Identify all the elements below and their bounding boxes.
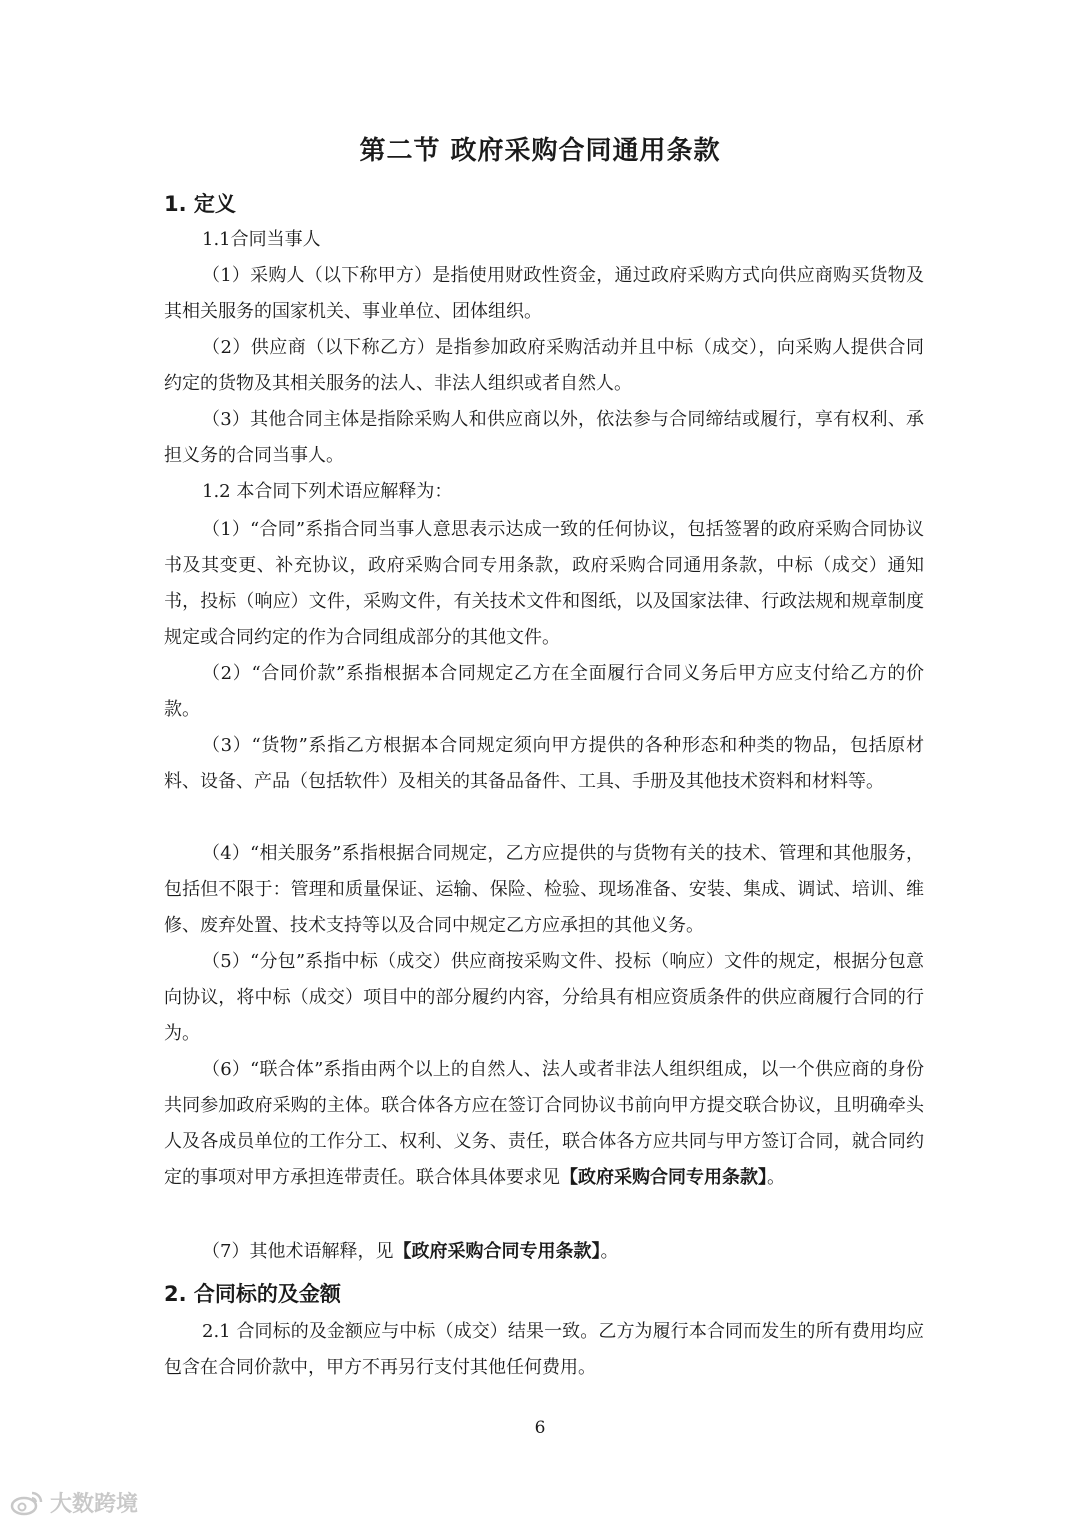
paragraph-term-other [164,1234,924,1270]
section-2-heading: 2. 合同标的及金额 [164,1282,341,1306]
watermark [10,1487,138,1518]
other-terms-end: 。 [600,1241,619,1262]
consortium-text: （6）“联合体”系指由两个以上的自然人、法人或者非法人组织组成，以一个供应商的身份共同参加政府采购的主体。联合体各方应在签订合同协议书前向甲方提交联合协议，且明确牵头人及各成员单位的工作分工、权利、义务、责任，联合体各方应共同与甲方签订合同，就合同约定的事项对甲方承担连带责任。联合体具体要求见 [164,1059,924,1188]
paragraph-supplier: （2）供应商（以下称乙方）是指参加政府采购活动并且中标（成交），向采购人提供合同约定的货物及其相关服务的法人、非法人组织或者自然人。 [164,337,924,394]
paragraph-other-parties: （3）其他合同主体是指除采购人和供应商以外，依法参与合同缔结或履行，享有权利、承担义务的合同当事人。 [164,409,924,466]
paragraph-term-subcontract: （5）“分包”系指中标（成交）供应商按采购文件、投标（响应）文件的规定，根据分包意向协议，将中标（成交）项目中的部分履约内容，分给具有相应资质条件的供应商履行合同的行为。 [164,951,924,1044]
paragraph-purchaser: （1）采购人（以下称甲方）是指使用财政性资金，通过政府采购方式向供应商购买货物及其相关服务的国家机关、事业单位、团体组织。 [164,265,924,322]
paragraph-term-consortium [164,1052,924,1196]
weibo-logo-icon [10,1490,44,1516]
page-number: 6 [534,1418,546,1438]
paragraph-term-price: （2）“合同价款”系指根据本合同规定乙方在全面履行合同义务后甲方应支付给乙方的价款。 [164,663,924,720]
subsection-1-1: 1.1合同当事人 [202,229,321,250]
section-1-heading: 1. 定义 [164,192,236,216]
page-title: 第二节 政府采购合同通用条款 [359,136,721,166]
consortium-end: 。 [767,1167,785,1188]
paragraph-term-contract: （1）“合同”系指合同当事人意思表示达成一致的任何协议，包括签署的政府采购合同协议书及其变更、补充协议，政府采购合同专用条款，政府采购合同通用条款，中标（成交）通知书，投标（响应）文件，采购文件，有关技术文件和图纸，以及国家法律、行政法规和规章制度规定或合同约定的作为合同组成部分的其他文件。 [164,519,924,648]
paragraph-term-services: （4）“相关服务”系指根据合同规定，乙方应提供的与货物有关的技术、管理和其他服务，包括但不限于：管理和质量保证、运输、保险、检验、现场准备、安装、集成、调试、培训、维修、废弃处置、技术支持等以及合同中规定乙方应承担的其他义务。 [164,843,924,936]
watermark-text: 大数跨境 [50,1492,139,1517]
other-terms-reference: 【政府采购合同专用条款】 [393,1241,601,1262]
consortium-reference: 【政府采购合同专用条款】 [560,1167,767,1188]
paragraph-contract-amount: 2.1 合同标的及金额应与中标（成交）结果一致。乙方为履行本合同而发生的所有费用均应包含在合同价款中，甲方不再另行支付其他任何费用。 [164,1321,924,1378]
other-terms-text: （7）其他术语解释，见 [202,1241,394,1262]
subsection-1-2: 1.2 本合同下列术语应解释为： [202,481,453,502]
paragraph-term-goods: （3）“货物”系指乙方根据本合同规定须向甲方提供的各种形态和种类的物品，包括原材料、设备、产品（包括软件）及相关的其备品备件、工具、手册及其他技术资料和材料等。 [164,735,924,792]
